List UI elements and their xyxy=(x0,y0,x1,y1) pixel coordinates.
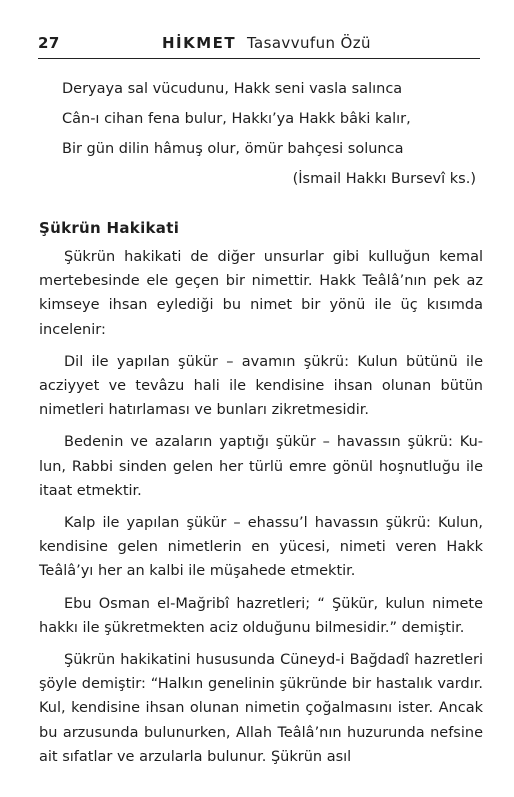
paragraph: Dil ile yapılan şükür – avamın şükrü: Kulun bütünü ile acziyyet ve tevâzu hali ile kendisine ihsan olunan bütün nimetleri hatırlaması ve bunları zikretmesidir. xyxy=(39,353,483,419)
paragraph: Şükrün hakikati de diğer unsurlar gibi kulluğun kemal mertebesinde ele geçen bir nimettir. Hakk Teâlâ’nın pek az kimseye ihsan eylediği bu nimet bir yönü ile üç kısımda incelenir: xyxy=(39,249,483,338)
paragraph: Şükrün hakikatini hususunda Cüneyd-i Bağdadî hazretleri şöyle demiştir: “Halkın genelinin şükründe bir hastalık vardır. Kul, kendisine ihsan olunan nimetin çoğalmasını ister. Ancak bu arzusunda bulunurken, Allah Teâlâ’nın huzurunda nefsine ait sıfatlar ve arzularla bulunur. Şükrün asıl xyxy=(39,652,483,765)
poem-line: Deryaya sal vücudunu, Hakk seni vasla salınca xyxy=(62,81,403,97)
paragraph: Bedenin ve azaların yaptığı şükür – havassın şükrü: Kulun, Rabbi sinden gelen her türlü emre gönül hoşnutluğu ile itaat etmektir. xyxy=(39,434,483,499)
running-title xyxy=(162,34,371,52)
book-brand: HİKMET xyxy=(162,34,237,52)
poem-line: Bir gün dilin hâmuş olur, ömür bahçesi solunca xyxy=(62,141,404,157)
book-subtitle: Tasavvufun Özü xyxy=(246,34,371,52)
paragraph: Kalp ile yapılan şükür – ehassu’l havassın şükrü: Kulun, kendisine gelen nimetlerin en yücesi, nimeti veren Hakk Teâlâ’yı her an kalbi ile müşahede etmektir. xyxy=(39,515,483,580)
body-text xyxy=(39,245,483,777)
poem-block xyxy=(62,74,482,194)
page-number: 27 xyxy=(38,34,60,52)
poem-line: Cân-ı cihan fena bulur, Hakkı’ya Hakk bâki kalır, xyxy=(62,111,411,127)
running-header xyxy=(38,30,480,59)
poem-attribution: (İsmail Hakkı Bursevî ks.) xyxy=(292,171,476,187)
section-heading: Şükrün Hakikati xyxy=(39,219,180,237)
paragraph: Ebu Osman el-Mağribî hazretleri; “ Şükür, kulun nimete hakkı ile şükretmekten aciz olduğunu bilmesidir.” demiştir. xyxy=(39,595,483,636)
